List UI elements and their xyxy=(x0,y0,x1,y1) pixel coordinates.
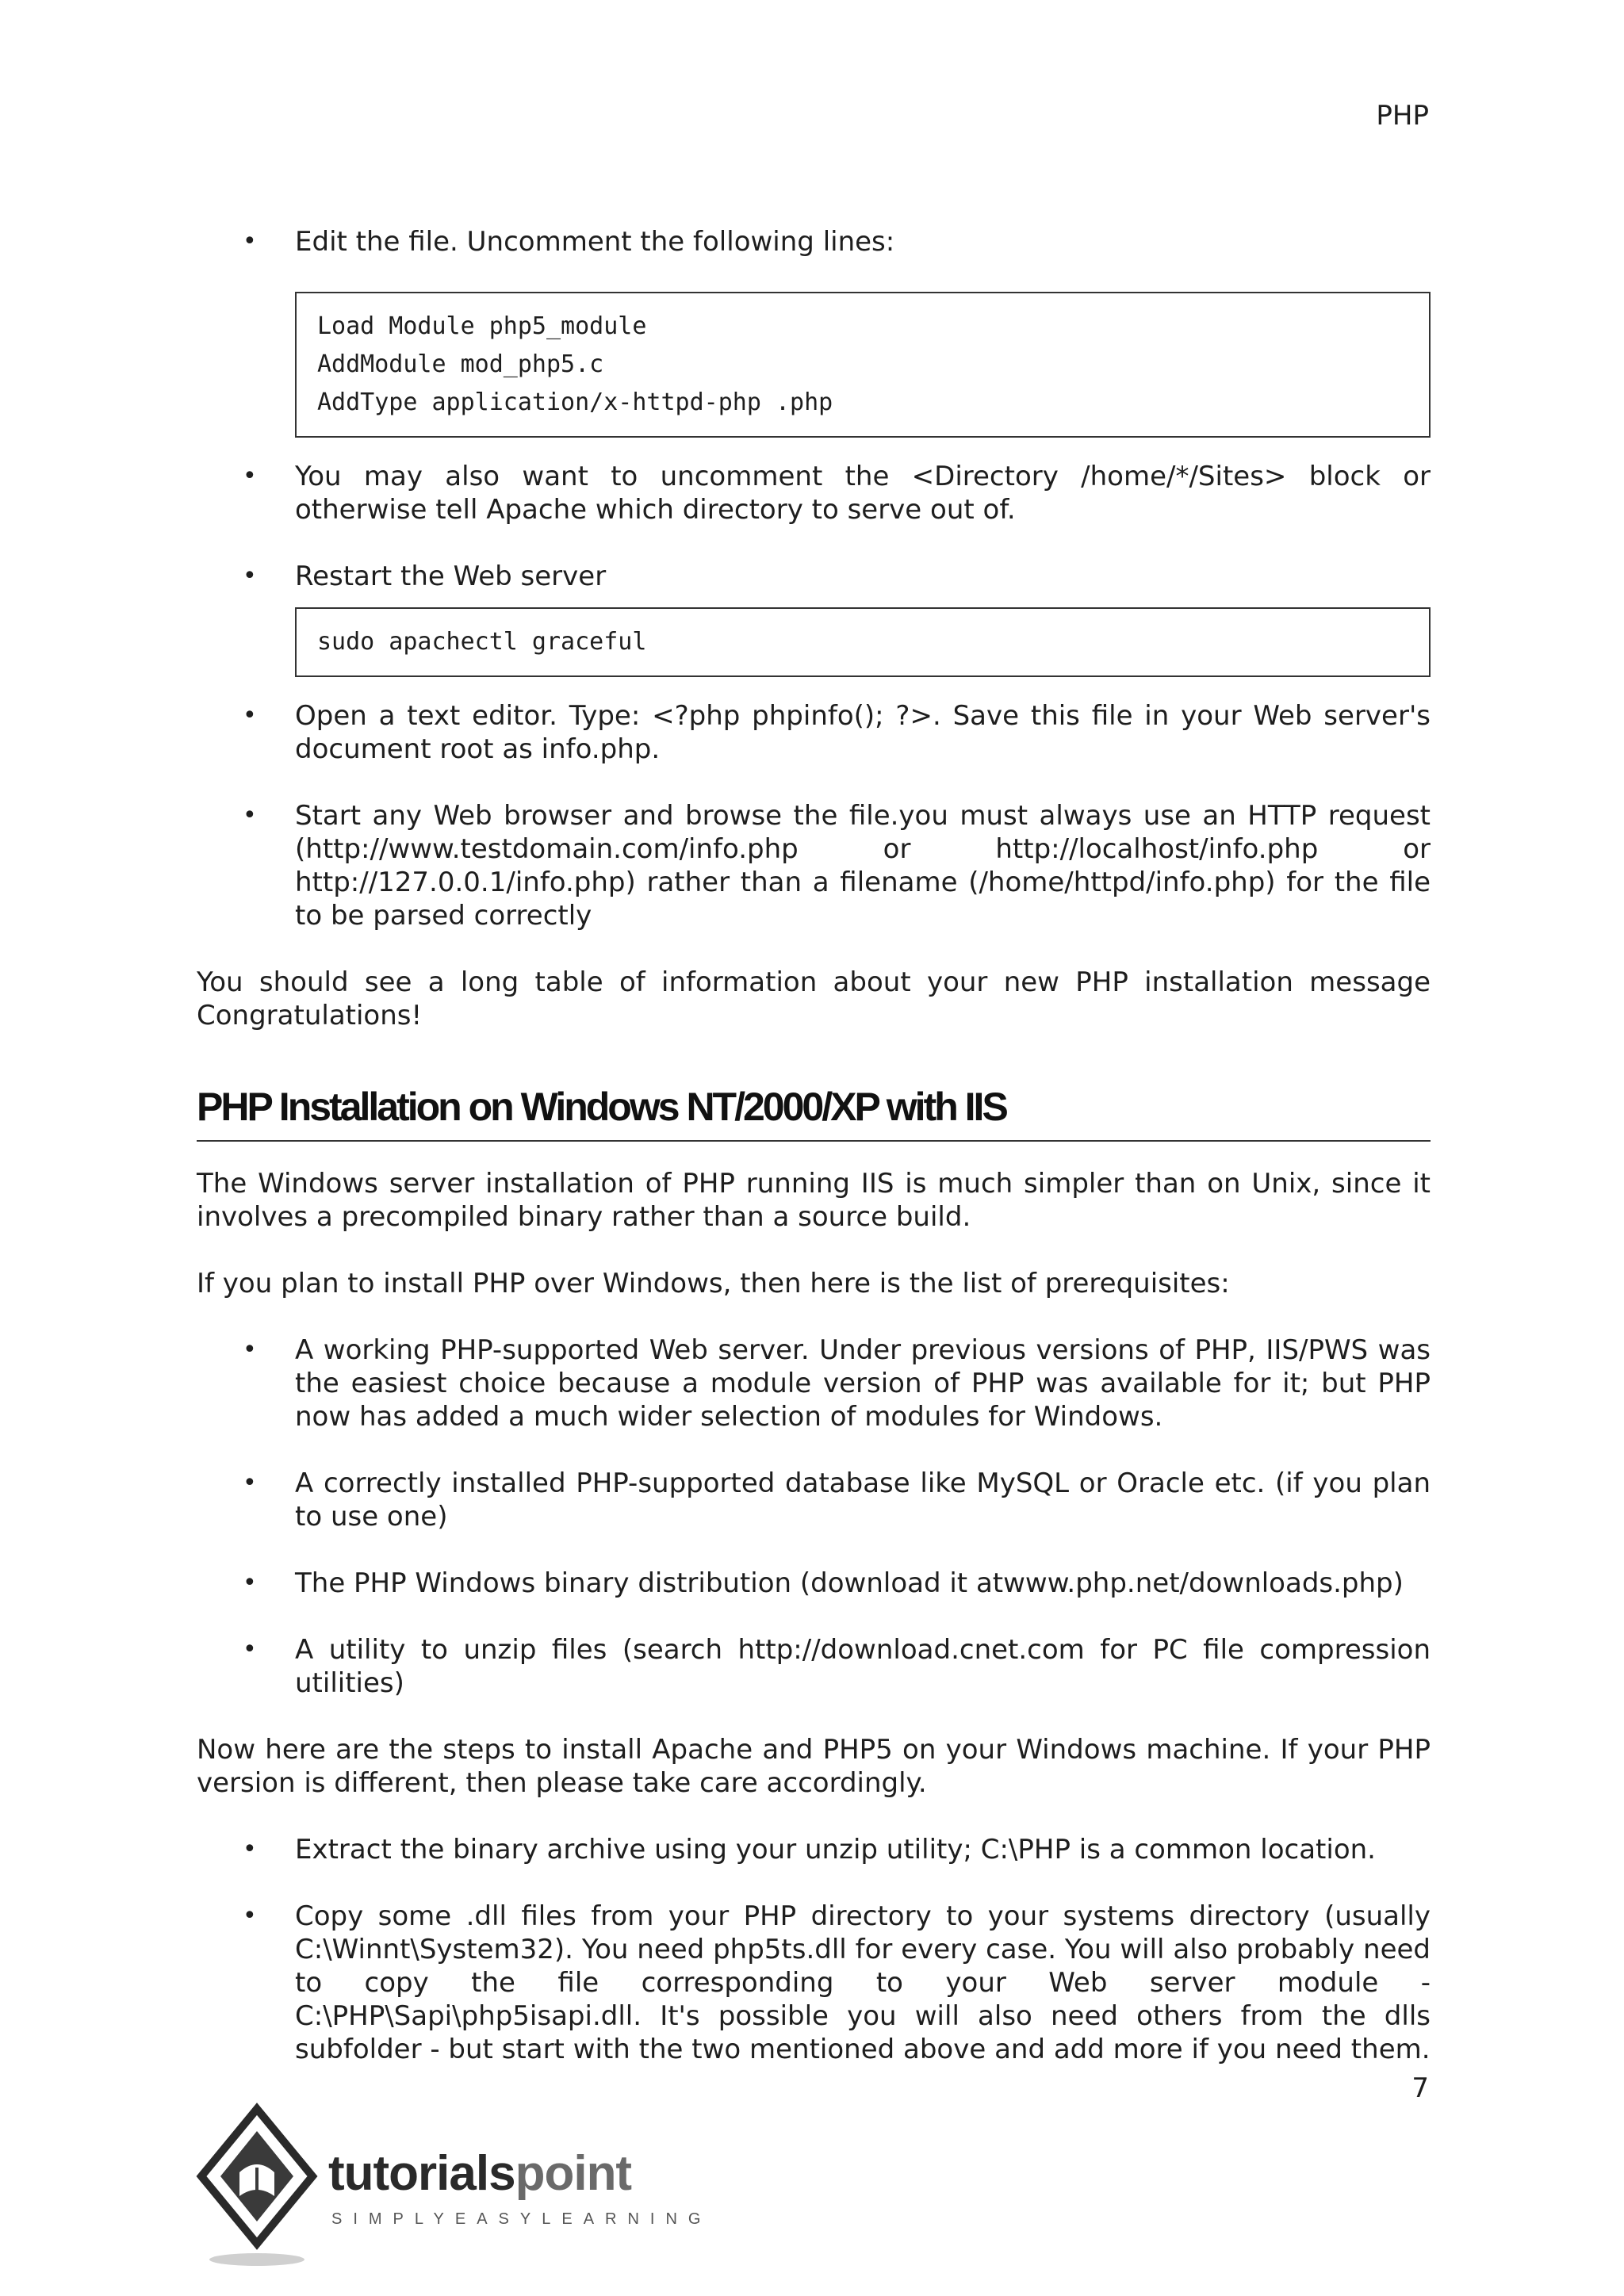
code-line: sudo apachectl graceful xyxy=(317,628,647,656)
bullet-list-setup xyxy=(197,225,1431,258)
list-item: • A correctly installed PHP-supported database like MySQL or Oracle etc. (if you plan to use one) xyxy=(197,1467,1431,1533)
page-content xyxy=(197,225,1431,2066)
logo-diamond-icon xyxy=(193,2101,328,2275)
bullet-list-setup-end xyxy=(197,699,1431,932)
bullet-list-prereq xyxy=(197,1334,1431,1700)
logo-brand-second: point xyxy=(515,2146,632,2201)
running-header: PHP xyxy=(1376,100,1429,132)
logo-tagline: SIMPLYEASYLEARNING xyxy=(331,2210,712,2228)
code-block-restart xyxy=(295,607,1431,677)
code-line: AddType application/x-httpd-php .php xyxy=(317,388,833,416)
page-number: 7 xyxy=(1411,2072,1429,2104)
logo-wordmark xyxy=(328,2145,631,2202)
list-item: • A utility to unzip files (search http://download.cnet.com for PC file compression utilities) xyxy=(197,1633,1431,1700)
code-block-uncomment xyxy=(295,292,1431,438)
paragraph-windows: The Windows server installation of PHP running IIS is much simpler than on Unix, since it involves a precompiled binary rather than a source build. xyxy=(197,1168,1431,1233)
section-heading: PHP Installation on Windows NT/2000/XP with IIS xyxy=(197,1085,1431,1142)
code-line: AddModule mod_php5.c xyxy=(317,350,604,378)
bullet-list-steps xyxy=(197,1833,1431,2066)
tutorialspoint-logo xyxy=(193,2101,712,2275)
list-item: • The PHP Windows binary distribution (download it atwww.php.net/downloads.php) xyxy=(197,1567,1431,1600)
list-item: • Edit the file. Uncomment the following lines: xyxy=(197,225,1431,258)
logo-brand-first: tutorials xyxy=(328,2146,515,2201)
list-item: • Start any Web browser and browse the file.you must always use an HTTP request (http://www.testdomain.com/info.php or http://localhost/info.php or http://127.0.0.1/info.php) rather than a filename (/home/httpd/info.php) for the file to be parsed correctly xyxy=(197,799,1431,932)
list-item: • You may also want to uncomment the <Directory /home/*/Sites> block or otherwise tell Apache which directory to serve out of. xyxy=(197,460,1431,526)
list-item: • Restart the Web server xyxy=(197,560,1431,593)
list-item: • Extract the binary archive using your unzip utility; C:\PHP is a common location. xyxy=(197,1833,1431,1866)
list-item: • A working PHP-supported Web server. Under previous versions of PHP, IIS/PWS was the easiest choice because a module version of PHP was available for it; but PHP now has added a much wider selection of modules for Windows. xyxy=(197,1334,1431,1433)
list-item: • Open a text editor. Type: <?php phpinfo(); ?>. Save this file in your Web server's document root as info.php. xyxy=(197,699,1431,766)
paragraph-prereq: If you plan to install PHP over Windows, then here is the list of prerequisites: xyxy=(197,1268,1230,1299)
paragraph-steps: Now here are the steps to install Apache and PHP5 on your Windows machine. If your PHP version is different, then please take care accordingly. xyxy=(197,1734,1431,1799)
list-item: • Copy some .dll files from your PHP directory to your systems directory (usually C:\Winnt\System32). You need php5ts.dll for every case. You will also probably need to copy the file corresponding to your Web server module - C:\PHP\Sapi\php5isapi.dll. It's possible you will also need others from the dlls subfolder - but start with the two mentioned above and add more if you need them. xyxy=(197,1900,1431,2066)
code-line: Load Module php5_module xyxy=(317,312,647,340)
paragraph-congrats: You should see a long table of information about your new PHP installation message Congratulations! xyxy=(197,966,1431,1031)
bullet-list-setup-cont xyxy=(197,460,1431,593)
